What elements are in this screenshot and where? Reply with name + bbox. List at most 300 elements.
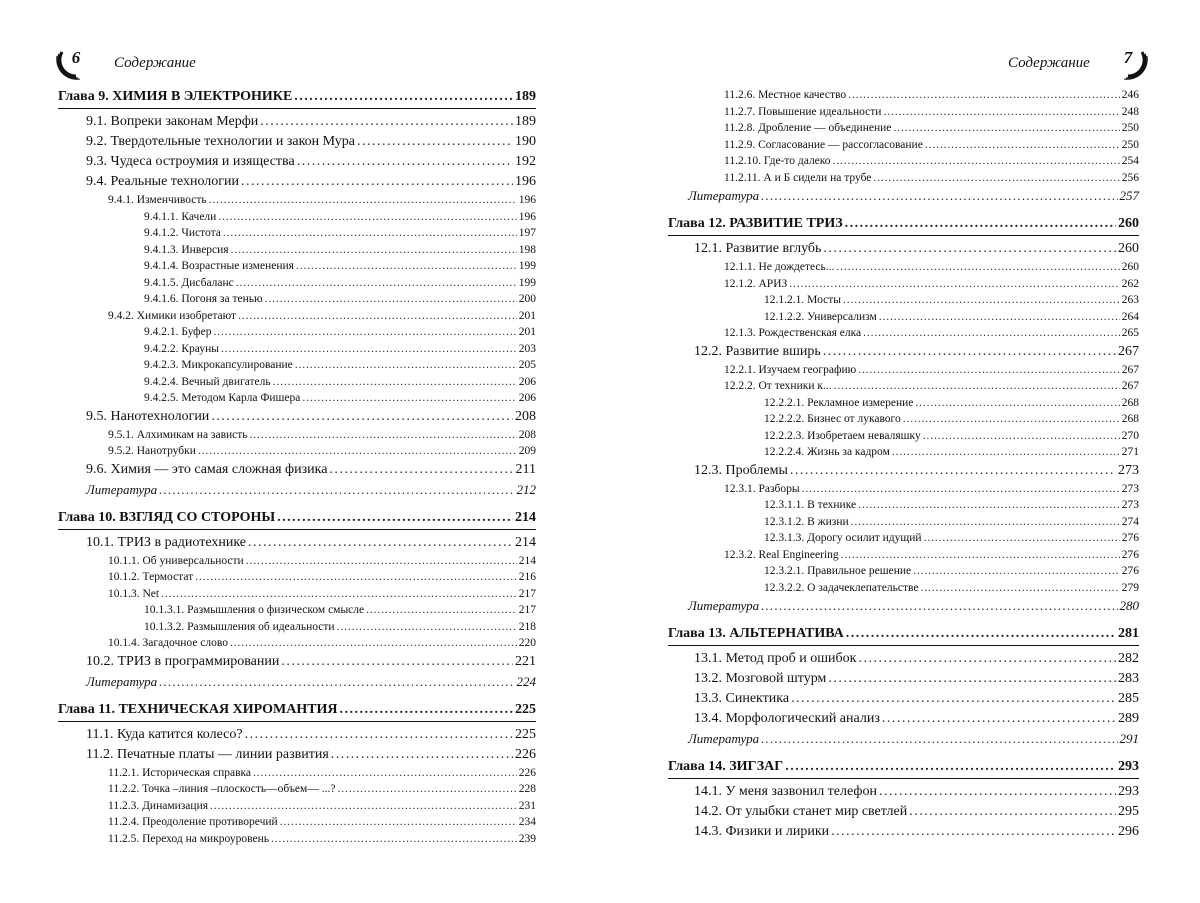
toc-entry	[668, 672, 1139, 692]
entry-title: 10.1.1. Об универсальности	[108, 554, 244, 567]
entry-page-number: 270	[1121, 429, 1139, 442]
dot-leader	[159, 675, 514, 688]
entry-title: 12.3. Проблемы	[694, 462, 788, 478]
entry-page-number: 218	[518, 620, 536, 633]
entry-title: 11.2.2. Точка –линия –плоскость—объем— ...?	[108, 783, 336, 795]
toc-entry	[58, 393, 536, 410]
entry-page-number: 257	[1119, 188, 1139, 203]
toc-entry	[668, 173, 1139, 190]
entry-title: 13.1. Метод проб и ошибок	[694, 651, 857, 666]
entry-title: 9.1. Вопреки законам Мерфи	[86, 114, 259, 129]
entry-page-number: 196	[518, 194, 536, 206]
entry-title: 12.2.2. От техники к...	[724, 380, 832, 392]
entry-title: 10.1.3.1. Размышления о физическом смысле	[144, 604, 365, 616]
entry-page-number: 293	[1118, 759, 1139, 774]
toc-entry	[668, 447, 1139, 464]
dot-leader	[879, 312, 1120, 324]
toc-entry	[58, 572, 536, 589]
dot-leader	[909, 805, 1116, 819]
entry-page-number: 208	[515, 408, 536, 424]
dot-leader	[302, 393, 516, 405]
dot-leader	[903, 414, 1120, 426]
entry-title: 12.2.2.2. Бизнес от лукавого	[764, 413, 901, 425]
toc-entry	[58, 278, 536, 295]
entry-title: 12.2.2.1. Рекламное измерение	[764, 396, 914, 409]
toc-entry	[668, 484, 1139, 501]
dot-leader	[851, 517, 1120, 529]
entry-page-number: 189	[515, 114, 536, 129]
entry-page-number: 226	[518, 766, 536, 779]
dot-leader	[236, 278, 517, 290]
dot-leader	[846, 627, 1116, 641]
toc-entry	[58, 801, 536, 818]
dot-leader	[913, 566, 1120, 578]
entry-title: 9.5. Нанотехнологии	[86, 408, 210, 424]
dot-leader	[834, 381, 1120, 393]
toc-entry	[668, 381, 1139, 398]
chapter-entry	[58, 90, 536, 108]
toc-entry	[668, 345, 1139, 365]
entry-page-number: 189	[515, 89, 536, 104]
dot-leader	[789, 279, 1119, 291]
entry-page-number: 256	[1121, 171, 1139, 184]
entry-title: 11.2.8. Дробление — объединение	[724, 122, 892, 134]
dot-leader	[337, 784, 516, 796]
entry-title: 12.3.2.1. Правильное решение	[764, 565, 912, 577]
entry-page-number: 198	[518, 243, 536, 256]
toc-entry	[58, 135, 536, 155]
toc-entry	[668, 279, 1139, 296]
toc-entry	[668, 365, 1139, 382]
entry-title: 11.2.3. Динамизация	[108, 799, 209, 812]
dot-leader	[785, 760, 1116, 774]
entry-page-number: 228	[518, 783, 536, 795]
entry-title: 11.2. Печатные платы — линии развития	[86, 746, 329, 762]
toc-entry	[58, 638, 536, 655]
entry-title: 9.4.2.1. Буфер	[144, 326, 212, 338]
entry-title: 11.2.10. Где-то далеко	[724, 155, 831, 167]
entry-title: 12.1. Развитие вглубь	[694, 241, 822, 256]
entry-title: 10.1.4. Загадочное слово	[108, 637, 228, 649]
entry-page-number: 260	[1118, 216, 1139, 231]
entry-page-number: 196	[518, 210, 536, 223]
dot-leader	[209, 195, 517, 207]
toc-entry	[58, 195, 536, 212]
dot-leader	[845, 217, 1116, 231]
dot-leader	[294, 90, 513, 104]
dot-leader	[277, 511, 513, 525]
entry-title: 11.2.7. Повышение идеальности	[724, 105, 882, 118]
toc-entry	[58, 834, 536, 851]
entry-title: Литература	[688, 731, 760, 746]
dot-leader	[245, 728, 513, 742]
entry-page-number: 217	[518, 587, 536, 600]
entry-title: 11.2.1. Историческая справка	[108, 766, 252, 779]
dot-leader	[159, 483, 514, 496]
entry-title: 9.4.1. Изменчивость	[108, 194, 207, 206]
entry-page-number: 264	[1121, 310, 1139, 323]
entry-page-number: 267	[1118, 343, 1139, 359]
entry-title: 12.3.2.2. О задачеклепательстве	[764, 581, 919, 594]
dot-leader	[223, 228, 517, 240]
toc-entry	[668, 566, 1139, 583]
literature-entry	[58, 483, 536, 503]
dot-leader	[331, 748, 513, 762]
toc-entry	[58, 155, 536, 175]
dot-leader	[297, 155, 513, 169]
entry-title: 11.2.6. Местное качество	[724, 89, 847, 101]
entry-title: 13.4. Морфологический анализ	[694, 711, 880, 726]
toc-entry	[668, 262, 1139, 279]
toc-entry	[668, 785, 1139, 805]
entry-page-number: 203	[518, 342, 536, 355]
entry-page-number: 271	[1121, 446, 1139, 458]
toc-entry	[668, 500, 1139, 517]
entry-title: 10.1.3.2. Размышления об идеальности	[144, 620, 335, 633]
entry-title: 9.2. Твердотельные технологии и закон Мура	[86, 134, 355, 149]
entry-title: 12.2.2.3. Изобретаем неваляшку	[764, 429, 921, 442]
entry-title: 12.1.2.1. Мосты	[764, 294, 841, 306]
toc-entry	[58, 622, 536, 639]
dot-leader	[925, 140, 1120, 152]
dot-leader	[246, 556, 517, 568]
entry-page-number: 208	[518, 428, 536, 441]
entry-title: Глава 9. ХИМИЯ В ЭЛЕКТРОНИКЕ	[58, 89, 293, 104]
dot-leader	[761, 732, 1117, 745]
entry-page-number: 231	[518, 799, 536, 812]
toc-entry	[58, 536, 536, 556]
page-number: 7	[1123, 48, 1133, 67]
dot-leader	[241, 175, 513, 189]
entry-page-number: 206	[518, 392, 536, 404]
entry-title: 12.3.2. Real Engineering	[724, 548, 839, 561]
entry-title: 9.4.2.5. Методом Карла Фишера	[144, 392, 301, 404]
toc-entry	[58, 463, 536, 483]
dot-leader	[858, 365, 1120, 377]
chapter-entry	[58, 703, 536, 721]
entry-page-number: 225	[515, 726, 536, 742]
entry-title: 9.4.2. Химики изобретают	[108, 309, 237, 322]
entry-page-number: 279	[1121, 581, 1139, 594]
entry-title: 11.2.5. Переход на микроуровень	[108, 832, 269, 845]
entry-page-number: 217	[518, 604, 536, 616]
entry-title: 9.4. Реальные технологии	[86, 174, 239, 189]
dot-leader	[892, 447, 1120, 459]
toc-entry	[58, 377, 536, 394]
entry-page-number: 273	[1118, 462, 1139, 478]
entry-title: 11.2.4. Преодоление противоречий	[108, 816, 278, 828]
toc-entry	[668, 107, 1139, 124]
entry-page-number: 276	[1121, 565, 1139, 577]
literature-entry	[58, 675, 536, 695]
entry-page-number: 248	[1121, 105, 1139, 118]
entry-page-number: 291	[1119, 731, 1139, 746]
entry-title: 12.1.3. Рождественская елка	[724, 327, 862, 339]
toc-entry	[58, 768, 536, 785]
entry-page-number: 274	[1121, 515, 1139, 528]
entry-page-number: 276	[1121, 532, 1139, 544]
running-title: Содержание	[1008, 55, 1090, 71]
entry-page-number: 190	[515, 134, 536, 149]
chapter-entry	[668, 760, 1139, 778]
toc-entry	[58, 311, 536, 328]
toc-entry	[668, 414, 1139, 431]
dot-leader	[924, 533, 1120, 545]
dot-leader	[250, 430, 517, 442]
dot-leader	[836, 262, 1119, 274]
chapter-entry	[668, 217, 1139, 235]
entry-title: 12.3.1.1. В технике	[764, 499, 857, 511]
toc-entry	[668, 123, 1139, 140]
entry-page-number: 283	[1118, 671, 1139, 686]
toc-entry	[668, 156, 1139, 173]
dot-leader	[198, 446, 517, 458]
entry-page-number: 282	[1118, 651, 1139, 666]
entry-title: 9.4.1.2. Чистота	[144, 227, 221, 239]
entry-title: 10.2. ТРИЗ в программировании	[86, 653, 280, 669]
entry-title: Глава 14. ЗИГЗАГ	[668, 759, 784, 774]
dot-leader	[790, 464, 1116, 478]
toc-entry	[668, 312, 1139, 329]
dot-leader	[883, 107, 1119, 119]
dot-leader	[231, 245, 517, 257]
entry-page-number: 267	[1121, 363, 1139, 376]
toc-entry	[58, 410, 536, 430]
dot-leader	[858, 652, 1116, 666]
running-title: Содержание	[114, 55, 196, 71]
toc-entry	[58, 817, 536, 834]
entry-page-number: 289	[1118, 711, 1139, 726]
dot-leader	[357, 135, 513, 149]
toc-entry	[58, 784, 536, 801]
toc-entry	[58, 115, 536, 135]
entry-page-number: 268	[1121, 396, 1139, 409]
entry-page-number: 224	[516, 673, 536, 689]
toc-entry	[668, 464, 1139, 484]
dot-leader	[882, 712, 1116, 726]
dot-leader	[841, 550, 1120, 562]
entry-page-number: 205	[518, 359, 536, 371]
dot-leader	[271, 834, 517, 846]
entry-title: 14.2. От улыбки станет мир светлей	[694, 804, 908, 819]
entry-page-number: 201	[518, 309, 536, 322]
dot-leader	[280, 817, 517, 829]
entry-page-number: 250	[1121, 122, 1139, 134]
entry-page-number: 225	[515, 701, 536, 717]
entry-title: Глава 12. РАЗВИТИЕ ТРИЗ	[668, 216, 843, 231]
entry-page-number: 206	[518, 375, 536, 388]
toc-entry	[668, 692, 1139, 712]
dot-leader	[221, 344, 517, 356]
entry-page-number: 281	[1118, 626, 1139, 641]
dot-leader	[823, 345, 1116, 359]
entry-page-number: 216	[518, 571, 536, 583]
toc-entry	[58, 589, 536, 606]
dot-leader	[802, 484, 1120, 496]
toc-entry	[58, 556, 536, 573]
entry-page-number: 246	[1121, 89, 1139, 101]
entry-title: 9.5.2. Нанотрубки	[108, 445, 196, 457]
entry-page-number: 214	[515, 534, 536, 550]
entry-title: 12.3.1.3. Дорогу осилит идущий	[764, 532, 922, 544]
dot-leader	[329, 463, 513, 477]
toc-entry	[668, 517, 1139, 534]
dot-leader	[761, 599, 1117, 612]
entry-page-number: 262	[1121, 277, 1139, 290]
toc-entry	[58, 360, 536, 377]
dot-leader	[296, 261, 517, 273]
entry-title: Литература	[688, 188, 760, 203]
toc-entry	[58, 446, 536, 463]
dot-leader	[161, 589, 517, 601]
entry-page-number: 214	[518, 554, 536, 567]
toc-entry	[58, 261, 536, 278]
entry-title: 10.1. ТРИЗ в радиотехнике	[86, 534, 247, 550]
entry-title: 12.1.2.2. Универсализм	[764, 310, 877, 323]
entry-title: 9.6. Химия — это самая сложная физика	[86, 461, 328, 477]
entry-page-number: 276	[1121, 548, 1139, 561]
right-page	[600, 0, 1200, 903]
dot-leader	[791, 692, 1116, 706]
entry-title: 9.4.1.3. Инверсия	[144, 243, 229, 256]
entry-page-number: 234	[518, 816, 536, 828]
entry-title: Литература	[86, 673, 158, 689]
entry-title: 9.4.1.5. Дисбаланс	[144, 276, 234, 289]
toc-entry	[668, 805, 1139, 825]
dot-leader	[213, 327, 516, 339]
entry-page-number: 295	[1118, 804, 1139, 819]
toc-entry	[58, 212, 536, 229]
dot-leader	[915, 398, 1119, 410]
toc-entry	[668, 550, 1139, 567]
entry-title: 9.4.1.6. Погоня за тенью	[144, 293, 263, 305]
entry-page-number: 260	[1118, 241, 1139, 256]
entry-page-number: 296	[1118, 824, 1139, 839]
toc-entry	[668, 712, 1139, 732]
dot-leader	[843, 295, 1120, 307]
toc-entry	[58, 655, 536, 675]
entry-page-number: 260	[1121, 261, 1139, 273]
table-of-contents	[58, 90, 536, 850]
table-of-contents	[668, 90, 1139, 845]
entry-page-number: 239	[518, 832, 536, 845]
dot-leader	[340, 703, 513, 717]
entry-title: 12.1.2. АРИЗ	[724, 277, 788, 290]
literature-entry	[668, 732, 1139, 752]
entry-title: Глава 10. ВЗГЛЯД СО СТОРОНЫ	[58, 509, 276, 525]
entry-page-number: 201	[518, 326, 536, 338]
entry-page-number: 226	[515, 746, 536, 762]
dot-leader	[858, 500, 1120, 512]
dot-leader	[273, 377, 517, 389]
entry-page-number: 254	[1121, 155, 1139, 167]
page-number-badge	[1108, 40, 1148, 80]
toc-entry	[58, 228, 536, 245]
entry-title: 13.2. Мозговой штурм	[694, 671, 827, 686]
entry-title: 12.2. Развитие вширь	[694, 343, 821, 359]
dot-leader	[238, 311, 517, 323]
entry-page-number: 200	[518, 293, 536, 305]
entry-page-number: 199	[518, 276, 536, 289]
toc-entry	[668, 652, 1139, 672]
dot-leader	[823, 242, 1116, 256]
dot-leader	[873, 173, 1119, 185]
dot-leader	[281, 655, 513, 669]
entry-page-number: 293	[1118, 784, 1139, 799]
entry-title: 9.4.2.2. Крауны	[144, 342, 219, 355]
dot-leader	[863, 328, 1120, 340]
page-number-badge	[56, 40, 96, 80]
entry-page-number: 196	[515, 174, 536, 189]
entry-page-number: 273	[1121, 482, 1139, 495]
entry-title: Глава 11. ТЕХНИЧЕСКАЯ ХИРОМАНТИЯ	[58, 701, 338, 717]
dot-leader	[295, 360, 517, 372]
entry-title: 10.1.2. Термостат	[108, 571, 194, 583]
toc-entry	[668, 295, 1139, 312]
toc-entry	[668, 328, 1139, 345]
entry-page-number: 265	[1121, 327, 1139, 339]
chapter-entry	[668, 627, 1139, 645]
entry-title: 9.4.2.3. Микрокапсулирование	[144, 359, 293, 371]
entry-title: 10.1.3. Net	[108, 587, 160, 600]
entry-page-number: 199	[518, 260, 536, 272]
dot-leader	[879, 785, 1116, 799]
entry-title: 12.1.1. Не дождетесь...	[724, 261, 835, 273]
chapter-entry	[58, 511, 536, 529]
dot-leader	[761, 189, 1117, 202]
toc-entry	[668, 140, 1139, 157]
toc-entry	[58, 728, 536, 748]
toc-entry	[58, 175, 536, 195]
entry-page-number: 214	[515, 509, 536, 525]
toc-entry	[668, 242, 1139, 262]
entry-title: Литература	[688, 598, 760, 613]
toc-entry	[58, 430, 536, 447]
dot-leader	[253, 768, 517, 780]
entry-page-number: 263	[1121, 294, 1139, 306]
dot-leader	[848, 90, 1120, 102]
entry-title: 13.3. Синектика	[694, 691, 790, 706]
entry-page-number: 221	[515, 653, 536, 669]
dot-leader	[923, 431, 1120, 443]
entry-page-number: 285	[1118, 691, 1139, 706]
dot-leader	[366, 605, 517, 617]
dot-leader	[218, 212, 516, 224]
entry-title: 11.1. Куда катится колесо?	[86, 726, 243, 742]
dot-leader	[210, 801, 517, 813]
dot-leader	[337, 622, 517, 634]
dot-leader	[831, 825, 1116, 839]
toc-entry	[668, 533, 1139, 550]
entry-title: 14.1. У меня зазвонил телефон	[694, 784, 877, 799]
entry-page-number: 209	[518, 445, 536, 457]
entry-page-number: 267	[1121, 380, 1139, 392]
dot-leader	[248, 536, 513, 550]
toc-entry	[58, 605, 536, 622]
entry-page-number: 211	[515, 461, 536, 477]
toc-entry	[58, 344, 536, 361]
dot-leader	[195, 572, 517, 584]
entry-title: 12.3.1.2. В жизни	[764, 515, 849, 528]
entry-title: 9.5.1. Алхимикам на зависть	[108, 428, 248, 441]
entry-page-number: 212	[516, 481, 536, 497]
entry-title: 14.3. Физики и лирики	[694, 824, 830, 839]
dot-leader	[230, 638, 517, 650]
literature-entry	[668, 189, 1139, 209]
page-number: 6	[71, 48, 81, 67]
entry-title: Литература	[86, 481, 158, 497]
toc-entry	[58, 294, 536, 311]
